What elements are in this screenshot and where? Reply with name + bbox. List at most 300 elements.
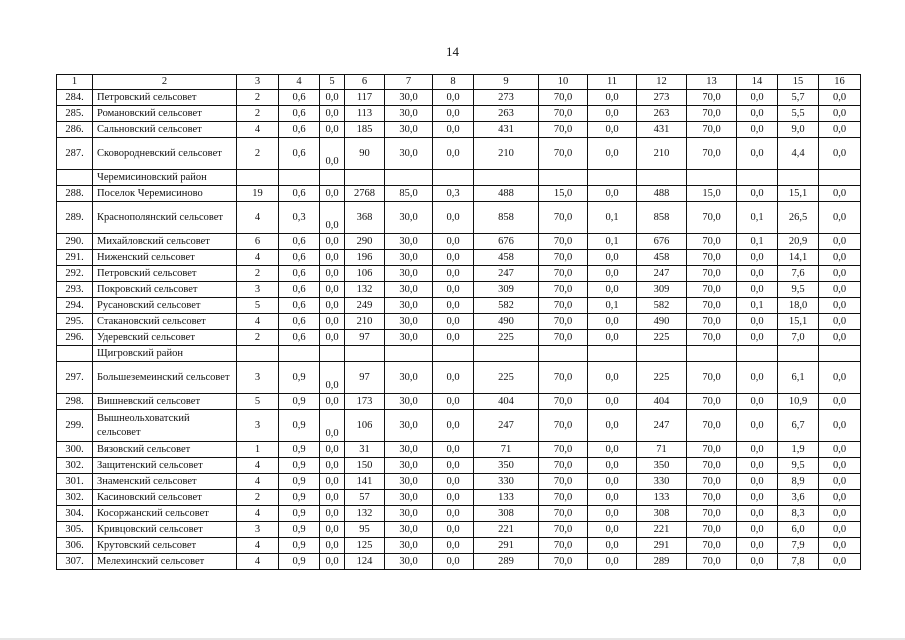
column-number: 1 xyxy=(57,75,93,90)
table-row xyxy=(57,506,861,522)
value-cell: 70,0 xyxy=(687,250,737,266)
value-cell: 0,6 xyxy=(279,330,320,346)
row-number: 306. xyxy=(57,538,93,554)
value-cell: 2 xyxy=(237,490,279,506)
value-cell: 15,1 xyxy=(778,314,819,330)
value-cell: 289 xyxy=(637,554,687,570)
value-cell: 0,0 xyxy=(819,266,861,282)
council-name: Касиновский сельсовет xyxy=(93,490,237,506)
value-cell: 0,0 xyxy=(320,138,345,170)
value-cell: 0,1 xyxy=(737,298,778,314)
table-row xyxy=(57,410,861,442)
column-number: 6 xyxy=(345,75,385,90)
value-cell: 582 xyxy=(637,298,687,314)
value-cell: 70,0 xyxy=(687,122,737,138)
value-cell: 30,0 xyxy=(385,362,433,394)
value-cell: 0,0 xyxy=(588,362,637,394)
value-cell: 225 xyxy=(637,330,687,346)
value-cell: 0,0 xyxy=(433,458,474,474)
value-cell: 263 xyxy=(474,106,539,122)
value-cell: 0,0 xyxy=(737,282,778,298)
value-cell: 0,9 xyxy=(279,554,320,570)
column-number: 3 xyxy=(237,75,279,90)
value-cell: 8,9 xyxy=(778,474,819,490)
value-cell: 0,0 xyxy=(320,298,345,314)
value-cell: 308 xyxy=(637,506,687,522)
value-cell: 133 xyxy=(474,490,539,506)
value-cell: 0,0 xyxy=(819,410,861,442)
value-cell: 0,0 xyxy=(320,490,345,506)
value-cell: 90 xyxy=(345,138,385,170)
value-cell: 247 xyxy=(474,266,539,282)
empty-cell xyxy=(57,346,93,362)
council-name: Михайловский сельсовет xyxy=(93,234,237,250)
row-number: 291. xyxy=(57,250,93,266)
value-cell: 0,0 xyxy=(433,202,474,234)
value-cell: 0,0 xyxy=(737,522,778,538)
value-cell: 225 xyxy=(474,362,539,394)
value-cell: 4 xyxy=(237,554,279,570)
value-cell: 0,0 xyxy=(320,122,345,138)
value-cell: 273 xyxy=(474,90,539,106)
value-cell: 2768 xyxy=(345,186,385,202)
value-cell: 70,0 xyxy=(687,410,737,442)
value-cell: 70,0 xyxy=(687,202,737,234)
row-number: 288. xyxy=(57,186,93,202)
table-row xyxy=(57,474,861,490)
value-cell: 0,0 xyxy=(819,138,861,170)
empty-cell xyxy=(737,346,778,362)
district-name: Щигровский район xyxy=(93,346,237,362)
value-cell: 0,6 xyxy=(279,138,320,170)
value-cell: 0,0 xyxy=(320,330,345,346)
council-name: Покровский сельсовет xyxy=(93,282,237,298)
value-cell: 0,0 xyxy=(320,106,345,122)
value-cell: 0,0 xyxy=(320,314,345,330)
value-cell: 30,0 xyxy=(385,202,433,234)
value-cell: 3 xyxy=(237,282,279,298)
value-cell: 3,6 xyxy=(778,490,819,506)
value-cell: 488 xyxy=(637,186,687,202)
value-cell: 0,0 xyxy=(737,554,778,570)
value-cell: 70,0 xyxy=(539,138,588,170)
value-cell: 0,0 xyxy=(588,538,637,554)
table-row xyxy=(57,90,861,106)
value-cell: 5 xyxy=(237,298,279,314)
row-number: 299. xyxy=(57,410,93,442)
value-cell: 858 xyxy=(474,202,539,234)
column-number: 4 xyxy=(279,75,320,90)
row-number: 287. xyxy=(57,138,93,170)
table-row xyxy=(57,554,861,570)
column-number: 10 xyxy=(539,75,588,90)
value-cell: 0,0 xyxy=(737,410,778,442)
value-cell: 70,0 xyxy=(539,122,588,138)
value-cell: 490 xyxy=(637,314,687,330)
table-row xyxy=(57,282,861,298)
council-name: Ниженский сельсовет xyxy=(93,250,237,266)
value-cell: 5,5 xyxy=(778,106,819,122)
value-cell: 0,0 xyxy=(588,138,637,170)
value-cell: 4 xyxy=(237,202,279,234)
empty-cell xyxy=(687,346,737,362)
value-cell: 0,0 xyxy=(819,522,861,538)
value-cell: 9,5 xyxy=(778,458,819,474)
value-cell: 124 xyxy=(345,554,385,570)
value-cell: 350 xyxy=(637,458,687,474)
value-cell: 210 xyxy=(345,314,385,330)
empty-cell xyxy=(345,170,385,186)
value-cell: 0,0 xyxy=(588,506,637,522)
value-cell: 0,0 xyxy=(320,442,345,458)
value-cell: 4,4 xyxy=(778,138,819,170)
value-cell: 30,0 xyxy=(385,90,433,106)
value-cell: 0,0 xyxy=(320,234,345,250)
council-name: Крутовский сельсовет xyxy=(93,538,237,554)
value-cell: 106 xyxy=(345,266,385,282)
empty-cell xyxy=(819,170,861,186)
value-cell: 70,0 xyxy=(539,202,588,234)
value-cell: 70,0 xyxy=(539,410,588,442)
value-cell: 0,0 xyxy=(737,394,778,410)
table-row xyxy=(57,186,861,202)
value-cell: 0,0 xyxy=(737,186,778,202)
value-cell: 0,0 xyxy=(737,314,778,330)
empty-cell xyxy=(737,170,778,186)
value-cell: 0,6 xyxy=(279,106,320,122)
value-cell: 0,9 xyxy=(279,474,320,490)
empty-cell xyxy=(237,170,279,186)
column-number: 11 xyxy=(588,75,637,90)
value-cell: 0,0 xyxy=(737,122,778,138)
value-cell: 0,0 xyxy=(737,90,778,106)
value-cell: 431 xyxy=(637,122,687,138)
value-cell: 70,0 xyxy=(687,266,737,282)
row-number: 290. xyxy=(57,234,93,250)
value-cell: 173 xyxy=(345,394,385,410)
value-cell: 0,0 xyxy=(433,106,474,122)
empty-cell xyxy=(320,346,345,362)
value-cell: 0,0 xyxy=(433,394,474,410)
value-cell: 0,0 xyxy=(737,474,778,490)
district-row xyxy=(57,170,861,186)
value-cell: 0,0 xyxy=(588,266,637,282)
value-cell: 6 xyxy=(237,234,279,250)
council-name: Петровский сельсовет xyxy=(93,266,237,282)
value-cell: 0,6 xyxy=(279,234,320,250)
value-cell: 0,9 xyxy=(279,410,320,442)
value-cell: 0,0 xyxy=(433,234,474,250)
row-number: 285. xyxy=(57,106,93,122)
value-cell: 0,0 xyxy=(588,282,637,298)
council-name: Удеревский сельсовет xyxy=(93,330,237,346)
council-name: Русановский сельсовет xyxy=(93,298,237,314)
row-number: 298. xyxy=(57,394,93,410)
value-cell: 0,0 xyxy=(433,362,474,394)
value-cell: 0,0 xyxy=(320,538,345,554)
value-cell: 70,0 xyxy=(539,474,588,490)
value-cell: 5,7 xyxy=(778,90,819,106)
value-cell: 71 xyxy=(637,442,687,458)
empty-cell xyxy=(819,346,861,362)
table-row xyxy=(57,202,861,234)
value-cell: 30,0 xyxy=(385,298,433,314)
row-number: 292. xyxy=(57,266,93,282)
row-number: 304. xyxy=(57,506,93,522)
value-cell: 368 xyxy=(345,202,385,234)
value-cell: 70,0 xyxy=(687,234,737,250)
value-cell: 30,0 xyxy=(385,314,433,330)
empty-cell xyxy=(539,346,588,362)
value-cell: 2 xyxy=(237,90,279,106)
value-cell: 30,0 xyxy=(385,554,433,570)
council-name: Косоржанский сельсовет xyxy=(93,506,237,522)
value-cell: 10,9 xyxy=(778,394,819,410)
empty-cell xyxy=(637,170,687,186)
table-row xyxy=(57,266,861,282)
value-cell: 0,0 xyxy=(320,186,345,202)
value-cell: 30,0 xyxy=(385,138,433,170)
value-cell: 70,0 xyxy=(539,362,588,394)
value-cell: 196 xyxy=(345,250,385,266)
council-name: Стакановский сельсовет xyxy=(93,314,237,330)
value-cell: 0,0 xyxy=(819,186,861,202)
table-row xyxy=(57,538,861,554)
value-cell: 6,1 xyxy=(778,362,819,394)
value-cell: 70,0 xyxy=(539,554,588,570)
value-cell: 0,0 xyxy=(588,522,637,538)
value-cell: 150 xyxy=(345,458,385,474)
value-cell: 0,0 xyxy=(819,394,861,410)
value-cell: 2 xyxy=(237,106,279,122)
column-number: 9 xyxy=(474,75,539,90)
value-cell: 0,0 xyxy=(819,506,861,522)
value-cell: 0,0 xyxy=(433,138,474,170)
value-cell: 0,6 xyxy=(279,122,320,138)
header-row xyxy=(57,75,861,90)
value-cell: 0,0 xyxy=(819,330,861,346)
table-row xyxy=(57,394,861,410)
row-number: 302. xyxy=(57,458,93,474)
value-cell: 0,0 xyxy=(433,266,474,282)
value-cell: 97 xyxy=(345,330,385,346)
table-row xyxy=(57,330,861,346)
value-cell: 70,0 xyxy=(539,490,588,506)
empty-cell xyxy=(385,346,433,362)
value-cell: 30,0 xyxy=(385,106,433,122)
value-cell: 0,9 xyxy=(279,362,320,394)
value-cell: 30,0 xyxy=(385,282,433,298)
value-cell: 70,0 xyxy=(687,314,737,330)
district-row xyxy=(57,346,861,362)
value-cell: 0,0 xyxy=(320,266,345,282)
value-cell: 70,0 xyxy=(687,90,737,106)
value-cell: 6,0 xyxy=(778,522,819,538)
value-cell: 70,0 xyxy=(539,506,588,522)
value-cell: 15,0 xyxy=(539,186,588,202)
value-cell: 70,0 xyxy=(539,250,588,266)
row-number: 289. xyxy=(57,202,93,234)
value-cell: 30,0 xyxy=(385,410,433,442)
value-cell: 9,0 xyxy=(778,122,819,138)
value-cell: 113 xyxy=(345,106,385,122)
value-cell: 0,0 xyxy=(737,458,778,474)
value-cell: 70,0 xyxy=(687,490,737,506)
row-number: 284. xyxy=(57,90,93,106)
column-number: 16 xyxy=(819,75,861,90)
value-cell: 70,0 xyxy=(539,298,588,314)
table-row xyxy=(57,138,861,170)
value-cell: 0,0 xyxy=(320,362,345,394)
row-number: 302. xyxy=(57,490,93,506)
value-cell: 30,0 xyxy=(385,490,433,506)
value-cell: 0,0 xyxy=(819,314,861,330)
value-cell: 0,0 xyxy=(433,330,474,346)
value-cell: 0,0 xyxy=(737,362,778,394)
value-cell: 0,6 xyxy=(279,266,320,282)
value-cell: 125 xyxy=(345,538,385,554)
value-cell: 404 xyxy=(474,394,539,410)
value-cell: 70,0 xyxy=(687,282,737,298)
council-name: Сальновский сельсовет xyxy=(93,122,237,138)
value-cell: 70,0 xyxy=(687,138,737,170)
empty-cell xyxy=(433,346,474,362)
table-row xyxy=(57,314,861,330)
row-number: 301. xyxy=(57,474,93,490)
value-cell: 0,0 xyxy=(588,122,637,138)
value-cell: 0,6 xyxy=(279,250,320,266)
value-cell: 0,6 xyxy=(279,90,320,106)
value-cell: 0,0 xyxy=(819,298,861,314)
empty-cell xyxy=(539,170,588,186)
value-cell: 0,1 xyxy=(588,202,637,234)
value-cell: 0,0 xyxy=(433,250,474,266)
value-cell: 488 xyxy=(474,186,539,202)
value-cell: 210 xyxy=(637,138,687,170)
table-row xyxy=(57,522,861,538)
value-cell: 0,0 xyxy=(819,202,861,234)
value-cell: 458 xyxy=(474,250,539,266)
value-cell: 85,0 xyxy=(385,186,433,202)
value-cell: 15,0 xyxy=(687,186,737,202)
empty-cell xyxy=(345,346,385,362)
value-cell: 0,0 xyxy=(588,186,637,202)
value-cell: 26,5 xyxy=(778,202,819,234)
value-cell: 70,0 xyxy=(687,522,737,538)
value-cell: 676 xyxy=(637,234,687,250)
value-cell: 8,3 xyxy=(778,506,819,522)
column-number: 5 xyxy=(320,75,345,90)
value-cell: 330 xyxy=(474,474,539,490)
value-cell: 30,0 xyxy=(385,250,433,266)
council-name: Кривцовский сельсовет xyxy=(93,522,237,538)
council-name: Мелехинский сельсовет xyxy=(93,554,237,570)
value-cell: 0,0 xyxy=(819,90,861,106)
value-cell: 330 xyxy=(637,474,687,490)
value-cell: 0,0 xyxy=(819,458,861,474)
value-cell: 7,6 xyxy=(778,266,819,282)
value-cell: 70,0 xyxy=(539,458,588,474)
value-cell: 404 xyxy=(637,394,687,410)
value-cell: 0,0 xyxy=(819,106,861,122)
value-cell: 0,9 xyxy=(279,490,320,506)
value-cell: 70,0 xyxy=(539,330,588,346)
value-cell: 0,0 xyxy=(320,250,345,266)
value-cell: 185 xyxy=(345,122,385,138)
value-cell: 0,9 xyxy=(279,538,320,554)
value-cell: 0,0 xyxy=(737,442,778,458)
value-cell: 70,0 xyxy=(539,282,588,298)
value-cell: 70,0 xyxy=(687,474,737,490)
value-cell: 221 xyxy=(637,522,687,538)
value-cell: 132 xyxy=(345,282,385,298)
value-cell: 30,0 xyxy=(385,122,433,138)
value-cell: 247 xyxy=(474,410,539,442)
column-number: 8 xyxy=(433,75,474,90)
value-cell: 0,0 xyxy=(588,458,637,474)
empty-cell xyxy=(279,346,320,362)
value-cell: 2 xyxy=(237,266,279,282)
value-cell: 30,0 xyxy=(385,474,433,490)
value-cell: 71 xyxy=(474,442,539,458)
table-row xyxy=(57,122,861,138)
value-cell: 31 xyxy=(345,442,385,458)
value-cell: 0,0 xyxy=(433,474,474,490)
value-cell: 70,0 xyxy=(539,266,588,282)
value-cell: 70,0 xyxy=(687,394,737,410)
value-cell: 0,0 xyxy=(320,458,345,474)
council-name: Сковородневский сельсовет xyxy=(93,138,237,170)
value-cell: 0,0 xyxy=(320,474,345,490)
council-name: Вязовский сельсовет xyxy=(93,442,237,458)
table-row xyxy=(57,106,861,122)
value-cell: 70,0 xyxy=(539,234,588,250)
value-cell: 273 xyxy=(637,90,687,106)
value-cell: 350 xyxy=(474,458,539,474)
value-cell: 70,0 xyxy=(539,522,588,538)
value-cell: 0,0 xyxy=(819,490,861,506)
value-cell: 97 xyxy=(345,362,385,394)
value-cell: 0,9 xyxy=(279,506,320,522)
value-cell: 57 xyxy=(345,490,385,506)
value-cell: 225 xyxy=(637,362,687,394)
council-name: Знаменский сельсовет xyxy=(93,474,237,490)
value-cell: 70,0 xyxy=(539,314,588,330)
value-cell: 7,9 xyxy=(778,538,819,554)
value-cell: 30,0 xyxy=(385,442,433,458)
council-name: Петровский сельсовет xyxy=(93,90,237,106)
page-number: 14 xyxy=(446,44,459,59)
value-cell: 4 xyxy=(237,314,279,330)
value-cell: 7,0 xyxy=(778,330,819,346)
value-cell: 70,0 xyxy=(539,538,588,554)
value-cell: 0,0 xyxy=(588,490,637,506)
value-cell: 0,0 xyxy=(320,506,345,522)
value-cell: 0,0 xyxy=(433,490,474,506)
value-cell: 70,0 xyxy=(539,394,588,410)
value-cell: 309 xyxy=(637,282,687,298)
value-cell: 70,0 xyxy=(687,458,737,474)
value-cell: 30,0 xyxy=(385,330,433,346)
value-cell: 3 xyxy=(237,522,279,538)
value-cell: 70,0 xyxy=(687,554,737,570)
column-number: 13 xyxy=(687,75,737,90)
value-cell: 0,0 xyxy=(737,538,778,554)
value-cell: 0,1 xyxy=(588,234,637,250)
empty-cell xyxy=(279,170,320,186)
value-cell: 290 xyxy=(345,234,385,250)
value-cell: 4 xyxy=(237,506,279,522)
